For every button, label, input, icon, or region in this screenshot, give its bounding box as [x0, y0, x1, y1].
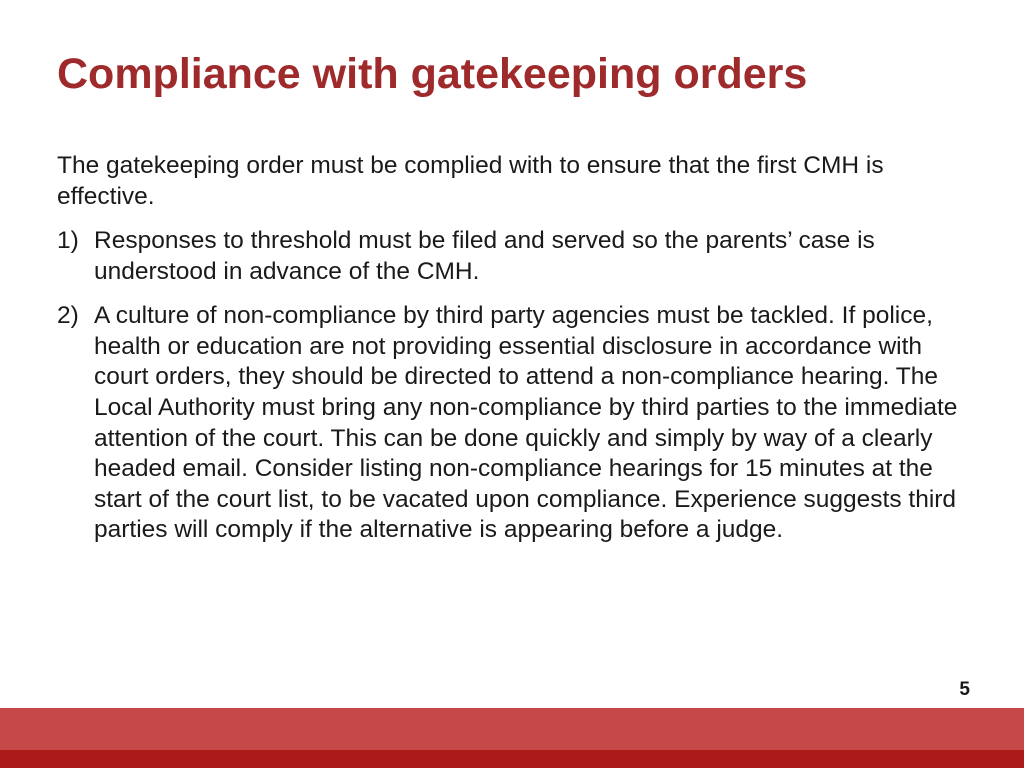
slide-title: Compliance with gatekeeping orders	[57, 50, 808, 98]
list-item	[57, 226, 977, 287]
list-item-text: A culture of non-compliance by third party agencies must be tackled. If police, health or education are not providing essential disclosure in accordance with court orders, they should be directed to attend a non-compliance hearing. The Local Authority must bring any non-compliance by third parties to the immediate attention of the court. This can be done quickly and simply by way of a clearly headed email. Consider listing non-compliance hearings for 15 minutes at the start of the court list, to be vacated upon compliance. Experience suggests third parties will comply if the alternative is appearing before a judge.	[94, 302, 958, 544]
numbered-list	[57, 226, 977, 560]
list-item-text: Responses to threshold must be filed and served so the parents’ case is understood in advance of the CMH.	[94, 227, 875, 285]
page-number: 5	[959, 679, 970, 700]
intro-paragraph: The gatekeeping order must be complied with to ensure that the first CMH is effective.	[57, 152, 884, 210]
list-item-number: 2)	[57, 302, 79, 330]
footer-band-dark	[0, 750, 1024, 768]
list-item	[57, 301, 977, 546]
list-item-number: 1)	[57, 227, 79, 254]
footer-band	[0, 708, 1024, 768]
footer-band-light	[0, 708, 1024, 750]
